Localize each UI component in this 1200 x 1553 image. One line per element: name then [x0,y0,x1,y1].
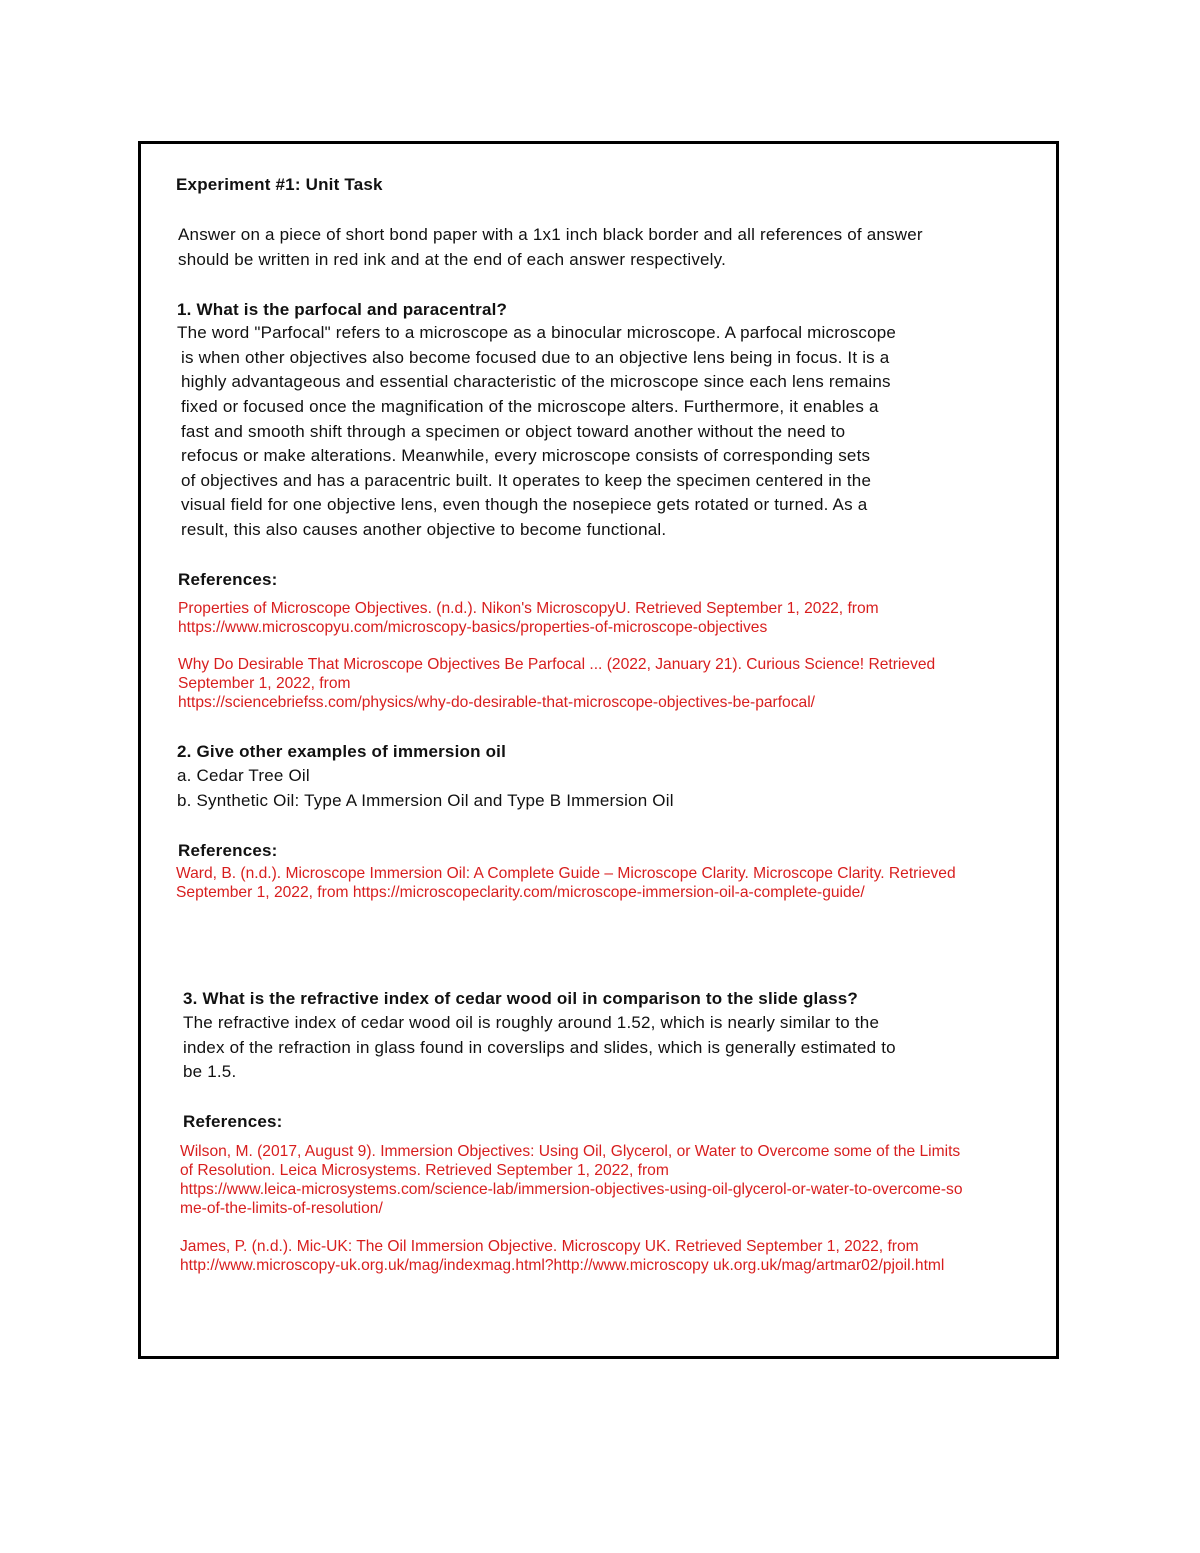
reference-3-line: https://www.leica-microsystems.com/science-lab/immersion-objectives-using-oil-glycerol-or-water-to-overcome-so [180,1181,963,1198]
answer-1-line: highly advantageous and essential characteristic of the microscope since each lens remains [181,372,891,391]
answer-1-line: result, this also causes another objective to become functional. [181,520,667,539]
reference-1-line: https://sciencebriefss.com/physics/why-do-desirable-that-microscope-objectives-be-parfocal/ [178,694,815,711]
references-1-label: References: [178,570,278,589]
reference-1-line: Why Do Desirable That Microscope Objectives Be Parfocal ... (2022, January 21). Curious Science! Retrieved [178,656,936,673]
question-2-heading: 2. Give other examples of immersion oil [177,742,507,761]
answer-2-line: b. Synthetic Oil: Type A Immersion Oil and Type B Immersion Oil [177,791,674,810]
reference-2-line: Ward, B. (n.d.). Microscope Immersion Oil: A Complete Guide – Microscope Clarity. Microscope Clarity. Retrieved [176,865,956,882]
answer-2-line: a. Cedar Tree Oil [177,766,310,785]
reference-3-line: Wilson, M. (2017, August 9). Immersion Objectives: Using Oil, Glycerol, or Water to Overcome some of the Limits [180,1143,961,1160]
reference-3-line: James, P. (n.d.). Mic-UK: The Oil Immersion Objective. Microscopy UK. Retrieved September 1, 2022, from [180,1238,919,1255]
question-3-heading: 3. What is the refractive index of cedar wood oil in comparison to the slide glass? [183,989,859,1008]
answer-1-line: visual field for one objective lens, even though the nosepiece gets rotated or turned. As a [181,495,868,514]
intro-line: should be written in red ink and at the end of each answer respectively. [178,250,727,269]
answer-1-line: of objectives and has a paracentric built. It operates to keep the specimen centered in the [181,471,872,490]
intro-line: Answer on a piece of short bond paper with a 1x1 inch black border and all references of answer [178,225,923,244]
question-1-heading: 1. What is the parfocal and paracentral? [177,300,508,319]
reference-3-line: of Resolution. Leica Microsystems. Retrieved September 1, 2022, from [180,1162,669,1179]
references-3-label: References: [183,1112,283,1131]
reference-3-line: me-of-the-limits-of-resolution/ [180,1200,383,1217]
answer-3-line: The refractive index of cedar wood oil is roughly around 1.52, which is nearly similar to the [183,1013,880,1032]
document-heading: Experiment #1: Unit Task [176,175,383,194]
answer-1-line: The word "Parfocal" refers to a microscope as a binocular microscope. A parfocal microscope [177,323,897,342]
answer-1-line: fast and smooth shift through a specimen or object toward another without the need to [181,422,846,441]
reference-1-line: https://www.microscopyu.com/microscopy-basics/properties-of-microscope-objectives [178,619,768,636]
reference-2-line: September 1, 2022, from https://microscopeclarity.com/microscope-immersion-oil-a-complete-guide/ [176,884,865,901]
answer-3-line: be 1.5. [183,1062,237,1081]
reference-1-line: September 1, 2022, from [178,675,351,692]
answer-1-line: fixed or focused once the magnification of the microscope alters. Furthermore, it enables a [181,397,879,416]
answer-3-line: index of the refraction in glass found in coverslips and slides, which is generally estimated to [183,1038,896,1057]
answer-1-line: is when other objectives also become focused due to an objective lens being in focus. It is a [181,348,890,367]
reference-3-line: http://www.microscopy-uk.org.uk/mag/indexmag.html?http://www.microscopy uk.org.uk/mag/artmar02/pjoil.html [180,1257,945,1274]
reference-1-line: Properties of Microscope Objectives. (n.d.). Nikon's MicroscopyU. Retrieved September 1, 2022, from [178,600,879,617]
answer-1-line: refocus or make alterations. Meanwhile, every microscope consists of corresponding sets [181,446,871,465]
references-2-label: References: [178,841,278,860]
